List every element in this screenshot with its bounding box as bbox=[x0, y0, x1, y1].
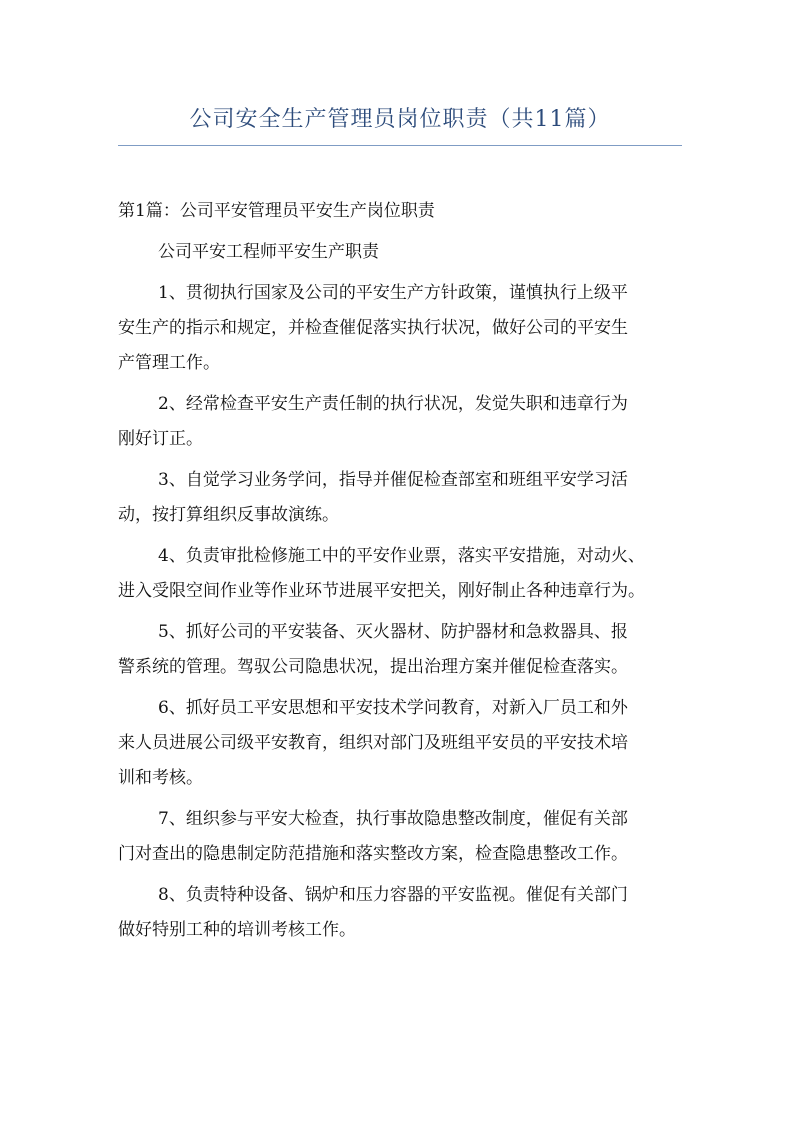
paragraph bbox=[118, 539, 688, 609]
paragraph-line: 2、经常检查平安生产责任制的执行状况，发觉失职和违章行为 bbox=[158, 394, 628, 414]
paragraph bbox=[118, 878, 688, 948]
paragraph bbox=[118, 463, 688, 533]
paragraph bbox=[118, 802, 688, 872]
paragraph-line: 动，按打算组织反事故演练。 bbox=[118, 505, 339, 525]
paragraph-line: 来人员进展公司级平安教育，组织对部门及班组平安员的平安技术培 bbox=[118, 733, 628, 753]
paragraph-line: 1、贯彻执行国家及公司的平安生产方针政策，谨慎执行上级平 bbox=[158, 283, 628, 303]
paragraph-line: 7、组织参与平安大检查，执行事故隐患整改制度，催促有关部 bbox=[158, 809, 628, 829]
paragraph-line: 5、抓好公司的平安装备、灭火器材、防护器材和急救器具、报 bbox=[158, 622, 628, 642]
document-title: 公司安全生产管理员岗位职责（共11篇） bbox=[189, 107, 611, 132]
paragraph-line: 6、抓好员工平安思想和平安技术学问教育，对新入厂员工和外 bbox=[158, 698, 628, 718]
paragraph-line: 3、自觉学习业务学问，指导并催促检查部室和班组平安学习活 bbox=[158, 470, 628, 490]
subtitle: 公司平安工程师平安生产职责 bbox=[158, 242, 379, 262]
paragraph-line: 8、负责特种设备、锅炉和压力容器的平安监视。催促有关部门 bbox=[158, 885, 628, 905]
paragraph-line: 训和考核。 bbox=[118, 768, 203, 788]
paragraph bbox=[118, 387, 688, 457]
paragraph bbox=[118, 615, 688, 685]
paragraph bbox=[118, 691, 688, 796]
paragraph-line: 刚好订正。 bbox=[118, 429, 203, 449]
paragraph-line: 做好特别工种的培训考核工作。 bbox=[118, 920, 356, 940]
title-divider bbox=[118, 145, 682, 146]
document-body bbox=[118, 194, 688, 954]
paragraph-line: 安生产的指示和规定，并检查催促落实执行状况，做好公司的平安生 bbox=[118, 318, 628, 338]
paragraph-line: 4、负责审批检修施工中的平安作业票，落实平安措施，对动火、 bbox=[158, 546, 645, 566]
paragraph-line: 门对查出的隐患制定防范措施和落实整改方案，检查隐患整改工作。 bbox=[118, 844, 628, 864]
paragraph-line: 警系统的管理。驾驭公司隐患状况，提出治理方案并催促检查落实。 bbox=[118, 657, 628, 677]
paragraph-line: 产管理工作。 bbox=[118, 353, 220, 373]
paragraph bbox=[118, 276, 688, 381]
paragraph-line: 进入受限空间作业等作业环节进展平安把关，刚好制止各种违章行为。 bbox=[118, 581, 645, 601]
section-heading: 第1篇：公司平安管理员平安生产岗位职责 bbox=[118, 201, 435, 221]
